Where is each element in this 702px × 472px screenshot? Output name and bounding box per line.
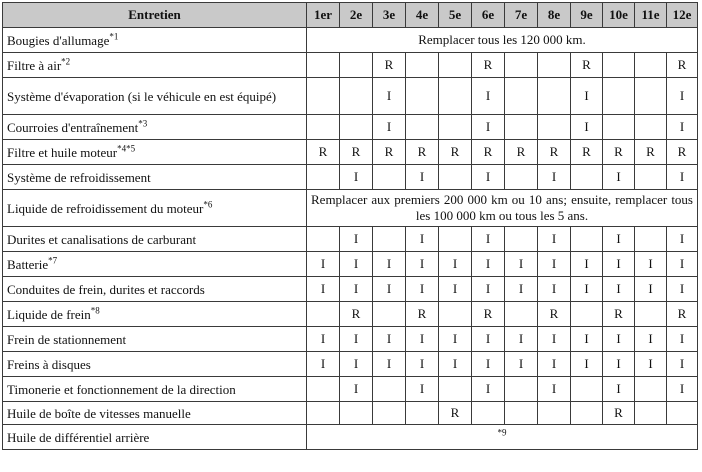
interval-mark: I bbox=[505, 252, 538, 277]
header-interval: 3e bbox=[373, 3, 406, 28]
item-label: Filtre et huile moteur bbox=[7, 144, 118, 160]
interval-mark: I bbox=[538, 327, 571, 352]
interval-mark: I bbox=[340, 165, 373, 190]
item-label: Système d'évaporation (si le véhicule en est équipé) bbox=[7, 88, 277, 104]
table-row bbox=[3, 28, 698, 53]
interval-mark: I bbox=[472, 115, 505, 140]
interval-mark: I bbox=[635, 352, 667, 377]
interval-mark: I bbox=[538, 252, 571, 277]
header-interval: 7e bbox=[505, 3, 538, 28]
interval-mark: I bbox=[439, 352, 472, 377]
interval-mark: I bbox=[667, 252, 698, 277]
table-row bbox=[3, 78, 698, 115]
maintenance-schedule-table bbox=[2, 2, 698, 450]
interval-mark bbox=[373, 227, 406, 252]
interval-mark bbox=[635, 115, 667, 140]
footnote-ref: *3 bbox=[138, 118, 148, 129]
table-row bbox=[3, 302, 698, 327]
item-label: Conduites de frein, durites et raccords bbox=[7, 281, 205, 297]
interval-note bbox=[307, 425, 698, 450]
interval-mark bbox=[406, 53, 439, 78]
interval-mark bbox=[373, 165, 406, 190]
interval-mark: I bbox=[603, 165, 635, 190]
item-label: Durites et canalisations de carburant bbox=[7, 231, 197, 247]
interval-mark: I bbox=[538, 352, 571, 377]
interval-mark bbox=[505, 227, 538, 252]
item-label: Huile de différentiel arrière bbox=[7, 429, 150, 445]
interval-mark: I bbox=[538, 377, 571, 402]
interval-mark bbox=[538, 78, 571, 115]
interval-mark bbox=[635, 165, 667, 190]
interval-mark bbox=[340, 115, 373, 140]
header-item: Entretien bbox=[3, 3, 307, 28]
interval-mark: R bbox=[667, 302, 698, 327]
interval-mark: I bbox=[340, 377, 373, 402]
interval-mark: I bbox=[307, 352, 340, 377]
interval-mark: I bbox=[472, 352, 505, 377]
maintenance-item bbox=[3, 190, 307, 227]
maintenance-item bbox=[3, 227, 307, 252]
table-row bbox=[3, 190, 698, 227]
interval-mark bbox=[307, 78, 340, 115]
interval-mark bbox=[439, 78, 472, 115]
interval-mark: R bbox=[472, 302, 505, 327]
interval-mark bbox=[571, 227, 603, 252]
interval-mark: I bbox=[373, 277, 406, 302]
footnote-ref: *9 bbox=[497, 427, 507, 438]
interval-mark bbox=[307, 53, 340, 78]
interval-mark: I bbox=[472, 227, 505, 252]
interval-mark: I bbox=[603, 352, 635, 377]
interval-mark: I bbox=[505, 327, 538, 352]
header-interval: 9e bbox=[571, 3, 603, 28]
interval-mark: I bbox=[538, 165, 571, 190]
interval-mark: I bbox=[340, 277, 373, 302]
interval-mark: I bbox=[406, 165, 439, 190]
interval-mark: I bbox=[373, 252, 406, 277]
item-label: Huile de boîte de vitesses manuelle bbox=[7, 405, 191, 421]
interval-mark: R bbox=[667, 140, 698, 165]
interval-mark: R bbox=[307, 140, 340, 165]
footnote-ref: *8 bbox=[90, 305, 100, 316]
header-interval: 1er bbox=[307, 3, 340, 28]
interval-mark: I bbox=[373, 352, 406, 377]
maintenance-item bbox=[3, 352, 307, 377]
interval-mark: R bbox=[538, 140, 571, 165]
interval-mark bbox=[472, 402, 505, 425]
interval-mark bbox=[307, 165, 340, 190]
item-label: Timonerie et fonctionnement de la direction bbox=[7, 381, 236, 397]
table-row bbox=[3, 327, 698, 352]
interval-mark: I bbox=[635, 252, 667, 277]
header-interval: 10e bbox=[603, 3, 635, 28]
interval-mark: I bbox=[667, 115, 698, 140]
interval-mark: I bbox=[340, 352, 373, 377]
interval-mark bbox=[635, 53, 667, 78]
interval-mark: I bbox=[439, 277, 472, 302]
maintenance-rows bbox=[3, 28, 698, 450]
interval-mark: I bbox=[472, 78, 505, 115]
item-label: Freins à disques bbox=[7, 356, 91, 372]
table-row bbox=[3, 227, 698, 252]
maintenance-item bbox=[3, 53, 307, 78]
interval-mark: R bbox=[538, 302, 571, 327]
interval-mark: R bbox=[571, 53, 603, 78]
maintenance-item bbox=[3, 28, 307, 53]
interval-mark bbox=[571, 377, 603, 402]
interval-mark: R bbox=[406, 140, 439, 165]
interval-mark: R bbox=[667, 53, 698, 78]
interval-mark bbox=[571, 165, 603, 190]
interval-mark: I bbox=[307, 327, 340, 352]
maintenance-item bbox=[3, 140, 307, 165]
interval-mark bbox=[505, 302, 538, 327]
footnote-ref: *6 bbox=[203, 199, 213, 210]
interval-mark bbox=[505, 377, 538, 402]
interval-mark: I bbox=[667, 377, 698, 402]
interval-mark: I bbox=[571, 78, 603, 115]
table-row bbox=[3, 140, 698, 165]
interval-mark: I bbox=[603, 277, 635, 302]
header-interval: 2e bbox=[340, 3, 373, 28]
interval-mark bbox=[307, 402, 340, 425]
interval-mark: R bbox=[571, 140, 603, 165]
table-row bbox=[3, 377, 698, 402]
interval-mark: I bbox=[667, 78, 698, 115]
interval-mark: I bbox=[439, 327, 472, 352]
header-row bbox=[3, 3, 698, 28]
interval-mark: I bbox=[406, 277, 439, 302]
interval-mark: I bbox=[505, 352, 538, 377]
interval-mark bbox=[439, 227, 472, 252]
maintenance-item bbox=[3, 78, 307, 115]
interval-mark bbox=[603, 78, 635, 115]
interval-mark bbox=[571, 402, 603, 425]
interval-mark bbox=[505, 78, 538, 115]
maintenance-item bbox=[3, 165, 307, 190]
interval-mark: I bbox=[340, 227, 373, 252]
table-row bbox=[3, 402, 698, 425]
interval-mark: I bbox=[373, 327, 406, 352]
interval-mark bbox=[406, 78, 439, 115]
footnote-ref: *4*5 bbox=[117, 143, 136, 154]
interval-mark: I bbox=[406, 352, 439, 377]
interval-mark: I bbox=[472, 165, 505, 190]
interval-mark bbox=[603, 53, 635, 78]
interval-mark bbox=[307, 227, 340, 252]
interval-mark: R bbox=[603, 302, 635, 327]
header-interval: 8e bbox=[538, 3, 571, 28]
interval-mark bbox=[439, 115, 472, 140]
interval-mark bbox=[439, 377, 472, 402]
interval-mark: R bbox=[635, 140, 667, 165]
interval-mark: R bbox=[439, 140, 472, 165]
interval-mark bbox=[406, 115, 439, 140]
interval-mark: R bbox=[603, 402, 635, 425]
interval-mark: I bbox=[505, 277, 538, 302]
interval-mark: I bbox=[373, 115, 406, 140]
item-label: Bougies d'allumage bbox=[7, 32, 110, 48]
interval-mark: I bbox=[472, 377, 505, 402]
table-row bbox=[3, 252, 698, 277]
maintenance-item bbox=[3, 252, 307, 277]
item-label: Liquide de refroidissement du moteur bbox=[7, 200, 204, 216]
interval-mark bbox=[571, 302, 603, 327]
interval-mark bbox=[635, 227, 667, 252]
table-row bbox=[3, 165, 698, 190]
interval-mark: I bbox=[667, 277, 698, 302]
interval-mark bbox=[340, 53, 373, 78]
header-interval: 12e bbox=[667, 3, 698, 28]
interval-mark: I bbox=[439, 252, 472, 277]
interval-mark bbox=[505, 53, 538, 78]
interval-mark: I bbox=[667, 327, 698, 352]
interval-mark: R bbox=[406, 302, 439, 327]
maintenance-item bbox=[3, 327, 307, 352]
interval-mark: I bbox=[571, 252, 603, 277]
maintenance-item bbox=[3, 402, 307, 425]
interval-mark bbox=[635, 302, 667, 327]
interval-mark: I bbox=[538, 277, 571, 302]
interval-mark: R bbox=[505, 140, 538, 165]
interval-mark: I bbox=[571, 327, 603, 352]
interval-mark bbox=[307, 377, 340, 402]
interval-note: Remplacer tous les 120 000 km. bbox=[307, 28, 698, 53]
interval-mark bbox=[373, 377, 406, 402]
maintenance-item bbox=[3, 115, 307, 140]
table-row bbox=[3, 425, 698, 450]
header-interval: 4e bbox=[406, 3, 439, 28]
interval-mark: I bbox=[571, 115, 603, 140]
interval-mark: R bbox=[472, 53, 505, 78]
footnote-ref: *2 bbox=[61, 56, 71, 67]
interval-mark: I bbox=[603, 227, 635, 252]
interval-mark bbox=[340, 402, 373, 425]
interval-mark: R bbox=[340, 140, 373, 165]
item-label: Batterie bbox=[7, 256, 49, 272]
footnote-ref: *7 bbox=[48, 255, 58, 266]
table-row bbox=[3, 352, 698, 377]
interval-mark bbox=[538, 53, 571, 78]
interval-mark: I bbox=[406, 377, 439, 402]
interval-mark bbox=[406, 402, 439, 425]
maintenance-item bbox=[3, 277, 307, 302]
maintenance-item bbox=[3, 425, 307, 450]
interval-mark bbox=[307, 302, 340, 327]
table-row bbox=[3, 277, 698, 302]
interval-mark: I bbox=[340, 327, 373, 352]
interval-mark: I bbox=[340, 252, 373, 277]
interval-mark: I bbox=[667, 165, 698, 190]
interval-mark: I bbox=[667, 352, 698, 377]
interval-mark: I bbox=[571, 277, 603, 302]
item-label: Courroies d'entraînement bbox=[7, 119, 139, 135]
header-interval: 11e bbox=[635, 3, 667, 28]
interval-mark: R bbox=[603, 140, 635, 165]
interval-mark: I bbox=[406, 327, 439, 352]
interval-mark bbox=[505, 165, 538, 190]
table-row bbox=[3, 53, 698, 78]
interval-mark: I bbox=[472, 327, 505, 352]
header-interval: 6e bbox=[472, 3, 505, 28]
interval-mark bbox=[603, 115, 635, 140]
interval-mark: I bbox=[603, 252, 635, 277]
interval-mark: I bbox=[635, 327, 667, 352]
header-interval: 5e bbox=[439, 3, 472, 28]
interval-mark bbox=[307, 115, 340, 140]
interval-mark: I bbox=[307, 252, 340, 277]
interval-mark bbox=[439, 165, 472, 190]
interval-mark bbox=[538, 402, 571, 425]
footnote-ref: *1 bbox=[109, 31, 119, 42]
interval-mark: R bbox=[340, 302, 373, 327]
interval-mark: I bbox=[406, 227, 439, 252]
interval-mark bbox=[505, 402, 538, 425]
interval-mark bbox=[635, 78, 667, 115]
interval-mark: I bbox=[406, 252, 439, 277]
interval-mark: R bbox=[373, 53, 406, 78]
interval-mark: R bbox=[439, 402, 472, 425]
interval-mark bbox=[373, 402, 406, 425]
interval-mark: I bbox=[472, 277, 505, 302]
interval-mark: I bbox=[472, 252, 505, 277]
maintenance-item bbox=[3, 377, 307, 402]
interval-mark bbox=[635, 402, 667, 425]
item-label: Filtre à air bbox=[7, 57, 62, 73]
interval-mark bbox=[667, 402, 698, 425]
interval-mark: I bbox=[307, 277, 340, 302]
interval-mark bbox=[439, 53, 472, 78]
interval-mark: I bbox=[571, 352, 603, 377]
item-label: Système de refroidissement bbox=[7, 169, 151, 185]
interval-mark: I bbox=[538, 227, 571, 252]
interval-mark: I bbox=[373, 78, 406, 115]
interval-mark bbox=[538, 115, 571, 140]
interval-note: Remplacer aux premiers 200 000 km ou 10 ans; ensuite, remplacer tous les 100 000 km ou tous les 5 ans. bbox=[307, 190, 698, 227]
interval-mark bbox=[635, 377, 667, 402]
interval-mark: R bbox=[373, 140, 406, 165]
item-label: Liquide de frein bbox=[7, 306, 91, 322]
interval-mark bbox=[505, 115, 538, 140]
interval-mark: R bbox=[472, 140, 505, 165]
interval-mark: I bbox=[603, 327, 635, 352]
interval-mark bbox=[439, 302, 472, 327]
interval-mark bbox=[340, 78, 373, 115]
interval-mark: I bbox=[635, 277, 667, 302]
interval-mark: I bbox=[667, 227, 698, 252]
interval-mark bbox=[373, 302, 406, 327]
table-row bbox=[3, 115, 698, 140]
maintenance-item bbox=[3, 302, 307, 327]
item-label: Frein de stationnement bbox=[7, 331, 127, 347]
interval-mark: I bbox=[603, 377, 635, 402]
